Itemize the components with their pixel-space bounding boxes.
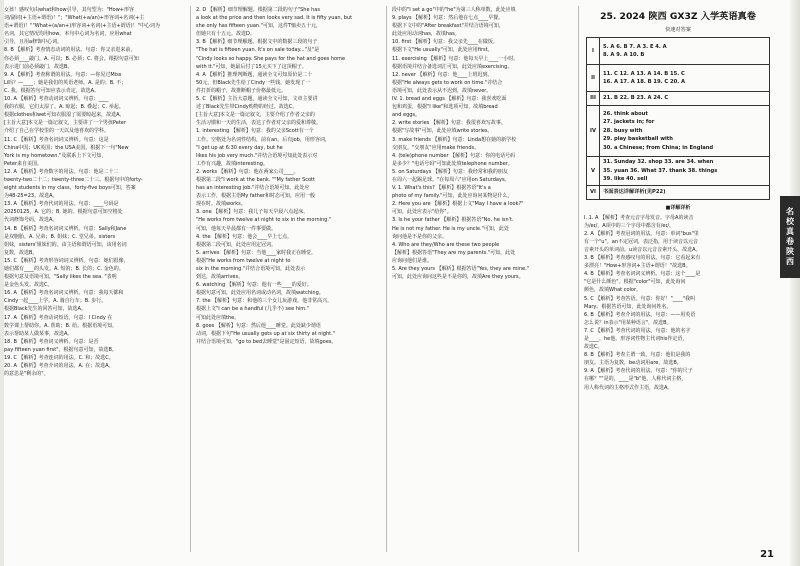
text-line: 根据第二段"I work at the bank. ""My father Scott (196, 176, 315, 183)
text-line: 到达，故填arrives。 (196, 274, 244, 281)
text-line: 7. C 【解析】考查代词的用法。句意：他的名字 (584, 327, 691, 334)
text-line: Cindy一起____上学。A. 骑自行车；B. 步行。 (4, 298, 107, 305)
column-2 (196, 6, 382, 554)
exam-title: 25. 2024 陕西 GX3Z 入学英语真卷 (600, 11, 756, 22)
answer-key-row (587, 106, 769, 157)
text-line: 3. one 【解析】句意：我儿子每天早晨六点起床， (196, 209, 309, 216)
section-answers (600, 109, 716, 154)
text-line: 3. Is he your father 【解析】根据答语"No, he isn't. (392, 217, 514, 224)
text-line: 6. watching 【解析】句意：他有一些____的爱好。 (196, 282, 312, 289)
text-line: 可知，他每天早晨都有一件事要做。 (196, 225, 277, 232)
text-line: 可知，此处应询问这些是不是你的，故填Are they yours。 (392, 274, 524, 281)
text-line: 述了Black先生带Cindy购物的经过。故选C。 (196, 104, 298, 111)
answer-line: 27. jackets in; for (603, 119, 655, 126)
text-line: 在哪？""是的，____是"b"他，人称代词主格， (584, 376, 687, 383)
text-line: 12. A 【解析】考查数字的用法。句意：他是二十二 (4, 168, 119, 175)
text-line: 14. B 【解析】考查名词词义辨析。句意：Sally和Jane (4, 225, 127, 232)
text-line: has an interesting job."并结合语境可知，此处应 (196, 185, 310, 192)
text-line: 3. make friends 【解析】句意：Linda想在她的新学校 (392, 136, 517, 143)
answer-line: 8. A 9. A 10. B (603, 52, 645, 58)
section-answers (600, 93, 671, 104)
text-line: 4. B 【解析】考查名词词义辨析。句意：这个____是 (584, 271, 701, 278)
detail-header: ■详解详析 (665, 204, 691, 211)
column-4 (584, 6, 772, 554)
text-line: 姐妹，sisters'姐妹们的。由主语和谓语可知，该用名词 (4, 241, 127, 248)
text-line: 4. (tele)phone number 【解析】句意：你的电话号码 (392, 152, 516, 159)
text-line: 音素开头的单词前。u读音以元音音素开头，故选A。 (584, 246, 701, 253)
text-line: 3. B 【解析】细节理解题。根据文中的数据三段的句子 (196, 39, 318, 46)
answer-key-row (587, 92, 769, 106)
side-tab (780, 196, 800, 278)
answer-line: 书面表达详解详析(见P22) (603, 188, 666, 195)
text-line: 颜色，故填What color。 (584, 287, 642, 294)
text-line: 复数，故选B。 (4, 249, 38, 256)
text-line: "He works from twelve at night to six in the morning." (196, 217, 332, 224)
text-line: V. 1. What's this? 【解析】根据答语"It's a (392, 185, 491, 192)
text-line: 4. Who are they/Who are these two people (392, 241, 500, 248)
text-line: and eggs。 (392, 112, 421, 119)
text-line: 根据"写故事"可知，此处应填write stories。 (392, 128, 493, 135)
text-line: six in the morning."并结合语境可知，此处表示 (196, 266, 306, 272)
text-line: Mary。根据答语可知，此处询问姓名。 (584, 303, 672, 310)
section-numeral: VI (587, 186, 600, 199)
text-line: 2. D 【解析】细节理解题。根据第二段的句子"She has (196, 7, 320, 13)
section-numeral: IV (587, 106, 600, 156)
text-line: 名词，其它情况均用how。本句中心词为名词，应用what (4, 31, 132, 38)
text-line: 10. A 【解析】考查动词词义辨析。句意：____ (4, 96, 109, 103)
text-line: 询问他是不是你的父亲。 (392, 233, 448, 240)
text-line: 9. plays 【解析】句意：然后他在七点____早餐。 (392, 15, 504, 22)
section-numeral: V (587, 157, 600, 185)
text-line: 现在时。故填works。 (196, 201, 246, 208)
section-answers (600, 187, 668, 198)
text-line: 15. C 【解析】考查形容词词义辨析。句意：她们很像， (4, 257, 129, 264)
text-line: 交朋友。"交朋友"应用make friends。 (392, 144, 480, 151)
text-line: 根据"He works from twelve at night to (196, 257, 291, 264)
answer-line: 5. A 6. B 7. A 3. E 4. A (603, 43, 667, 50)
text-line: 16. A 【解析】考查名词词义辨析。句意：我每天都和 (4, 290, 124, 297)
text-line: "它是什么颜色"。根据"color"可知，此处询问 (584, 279, 686, 286)
text-line: 【解析】根据答语"They are my parents."可知，此处 (392, 249, 516, 256)
text-line: 根据上文"I can be a handful (几乎不) see him." (196, 306, 310, 313)
answer-key-row (587, 65, 769, 92)
section-answers (600, 157, 720, 185)
text-line: 是多少？"电话号码"可知此处填telephone number。 (392, 160, 513, 167)
text-line: 5. Are they yours 【解析】根据答语"Yes, they are mine." (392, 266, 529, 272)
text-line: 生活习惯和一天的生活，表达了作者对父亲的爱和尊敬。 (196, 120, 322, 127)
text-line: Peter来自美国。 (4, 160, 43, 167)
text-line: 4. A 【解析】推理判断题。通读全文可知原价是二十 (196, 71, 313, 78)
text-line: Li吗？—____；她是我们的英语老师。A. 是的；B. 不； (4, 79, 127, 86)
text-line: 包和鸡蛋，根据"I like"和选项可知，故填bread (392, 104, 498, 111)
text-line: 根据下文中的"After breakfast"并结合语境可知， (392, 23, 504, 30)
column-3 (392, 6, 574, 554)
text-line: York is my hometown."及联系上下文可知， (4, 152, 107, 159)
answer-key-row (587, 186, 769, 199)
section-answers (600, 42, 670, 61)
text-line: 数学课上帮助你。A. 帮助；B. 给。根据语境可知， (4, 322, 118, 329)
text-line: 为/eɪ/，A项中的三个字母中都含有/eɪ/。 (584, 222, 675, 229)
text-line: C. 我。根据答句可知应表示肯定，故选A。 (4, 87, 100, 94)
text-line: 9. A 【解析】考查称谓的用法。句意：—你见过Miss (4, 71, 122, 78)
text-line: with it."可知，她最后付了15元买下了这顶帽子。 (196, 63, 307, 70)
text-line: 8. B 【解析】考查情态动词的用法。句意：你父亲进来前， (4, 47, 136, 54)
section-answers (600, 69, 688, 88)
text-line: 7. the 【解析】句意：和他的三个女儿玩游戏，他非常高兴。 (196, 298, 333, 305)
text-line: 是双胞胎。A. 兄弟；B. 姐妹；C. 堂兄弟。sisters (4, 233, 116, 240)
text-line: "Cindy looks so happy. She pays for the hat and goes home (196, 55, 346, 62)
text-line: photo of my family."可知，此处应询问某物是什么。 (392, 193, 513, 200)
text-line: she only has fifteen yuan."可知，这件T恤卖五十元， (196, 23, 322, 30)
text-line: 根据下文"He usually"可知，此处应用first。 (392, 47, 493, 54)
text-line: 但她只有十五元。故选D。 (196, 31, 255, 38)
text-line: 语境可知，此处表示从不迟到，故填never。 (392, 87, 492, 94)
text-line: 动词，根据下句"He usually gets up at six thirty at night." (196, 330, 335, 337)
answer-line: 21. B 22. B 23. A 24. C (603, 95, 669, 102)
text-line: 2. write stories 【解析】句意：我很喜欢写故事。 (392, 120, 506, 127)
text-line: 你必须____敲门。A. 可以；B. 必须；C. 将会。根据句意可知 (4, 55, 139, 62)
answer-line: 16. A 17. A 18. B 19. C 20. A (603, 79, 686, 85)
text-line: China中国；UK英国；the USA美国。根据下一句"New (4, 144, 129, 151)
column-divider (386, 6, 387, 552)
text-line: 19. C 【解析】考查连词的用法。C. 和；故选C。 (4, 355, 114, 362)
text-line: 我的衣服，它们太湿了。A. 晾起；B. 叠起；C. 举起。 (4, 104, 124, 111)
text-line: 5. arrives 【解析】句意：当他____家时我正在睡觉， (196, 249, 317, 256)
text-line: 50元，但Black先生给了Cindy一些钱，她发现了一 (196, 79, 311, 86)
text-line: pay fifteen yuan first"，根据句意可知，故选B。 (4, 346, 117, 353)
text-line: 可知，此处应表示"给你"。 (392, 209, 452, 216)
column-divider (578, 6, 579, 552)
text-line: 11. C 【解析】考查名词词义辨析。句意：这是 (4, 136, 109, 143)
side-tab-char: 西 (786, 257, 794, 266)
answer-key-row (587, 157, 769, 186)
text-line: 为48-25=23。故选A。 (4, 193, 58, 200)
text-line: 代词修饰号码，故选A。 (4, 217, 58, 224)
text-line: 根据第二段可知，此处应用定冠词。 (196, 241, 277, 248)
text-line: 根据clothes和wet可知衣服湿了需要晾起来，故选A。 (4, 112, 125, 119)
text-line: 8. goes 【解析】句意：然后他____睡觉。此处缺少谓语 (196, 322, 321, 329)
text-line: 5. C 【解析】主旨大意题。通读全文可知，文章主要讲 (196, 96, 318, 103)
text-line: 此处应用动词has，故填has。 (392, 31, 460, 38)
page-fold-edge (790, 0, 800, 566)
text-line: 女孩！感叹句由what和how引导，其句型为："How+形容 (4, 7, 134, 13)
text-line: 她们都有____的头发。A. 短的；B. 长的；C. 金色的。 (4, 266, 124, 272)
text-line: I. 1. A 【解析】考查元音字母发音。字母A的读音 (584, 214, 694, 221)
section-numeral: I (587, 38, 600, 64)
text-line: 1. interesting 【解析】句意：我的父亲Scott有一个 (196, 128, 314, 135)
side-tab-char: 名 (786, 207, 794, 216)
text-line: 是金色头发。故选C。 (4, 282, 53, 289)
text-line: 并结合语境可知，"go to bed去睡觉"是固定短语，故填goes。 (196, 338, 337, 345)
side-tab-char: 真 (786, 227, 794, 236)
text-line: 段中的"I set a go"中的"he"为第三人称单数，此处应填 (392, 7, 516, 13)
text-line: 6. B 【解析】考查介词的用法。句意：——用英语 (584, 311, 696, 318)
text-line: 的意思是"剩余的"。 (4, 371, 49, 378)
text-line: 表示进门前必须敲门，故选B。 (4, 63, 73, 70)
text-line: likes his job very much."并结合语境可知此处表示对 (196, 152, 318, 159)
text-line: 根据句意可知，此处应用名词或动名词，故填watching。 (196, 290, 324, 297)
text-line: He is not my father. He is my uncle."可知，此处 (392, 225, 509, 232)
text-line: 2. works 【解析】句意：他在两家公司____。 (196, 168, 299, 175)
text-line: 表示工作，根据主语My father和时态可知，应用一般 (196, 193, 315, 200)
text-line: "I get up at 6:30 every day, but he (196, 144, 283, 151)
answer-line: 29. play basketball with (603, 136, 673, 143)
text-line: 有一个"u"。an不定冠词，表泛指，用于读音以元音 (584, 238, 699, 245)
text-line: 根据句意及语境可知，"Sally likes the sea. "表明 (4, 274, 117, 281)
text-line: 5. on Saturdays 【解析】句意：我经常和我的朋友 (392, 168, 508, 175)
text-line: a look at the price and then looks very sad. It is fifty yuan, but (196, 15, 353, 22)
text-line: 在周六一起踢足球。"在每周六"应用on Saturdays。 (392, 176, 510, 183)
text-line: 应询问他们是谁。 (392, 257, 433, 264)
answer-line: 28. busy with (603, 127, 643, 134)
text-line: 介绍了自己在学校里的一天以及他喜欢的学科。 (4, 128, 110, 135)
answer-line: 35. yuan 36. What 37. thank 38. things (603, 167, 718, 174)
text-line: 多漂亮！"How+形容词+主语+谓语！"故选B。 (584, 263, 691, 270)
answer-line: 11. C 12. A 13. A 14. B 15. C (603, 70, 685, 77)
text-line: 引导，且用a修饰中心词。 (4, 39, 63, 46)
text-line: 语+谓语)！""What+(a/an+)形容词+名词(+主语+谓语)！"中心词为 (4, 23, 160, 30)
text-line: twenty-two二十二；twenty-three二十三。根据句中的forty- (4, 176, 143, 183)
text-line: [主旨大意]本文是一篇记叙文，主要介绍了作者父亲的 (196, 112, 315, 119)
answer-line: 31. Sunday 32. shop 33. are 34. when (603, 159, 714, 165)
text-line: [主旨大意]本文是一篇记叙文，主要讲了一个男孩Peter (4, 120, 126, 127)
answer-line: 39. like 40. sell (603, 176, 648, 182)
text-line: 8. B 【解析】考查主谓一致。句意：他们是我的 (584, 352, 691, 359)
text-line: 件打折的帽子，故推断帽子价格最低元。 (196, 87, 287, 94)
quick-answers-label: 快速对答案 (665, 27, 691, 33)
text-line: 4. the 【解析】句意：他会____早上七点。 (196, 233, 293, 240)
text-line: 20250125。A. 它的；B. 她的。根据句意可知空格处 (4, 209, 123, 216)
text-line: 工作有兴趣，故填interesting。 (196, 160, 268, 167)
text-line: eight students in my class、forty-five boys可知，答案 (4, 185, 136, 192)
text-line: 13. A 【解析】考查代词的用法。句意：____号码是 (4, 201, 119, 208)
answer-line: 26. think about (603, 110, 648, 117)
text-line: 20. A 【解析】考查介词的用法。A. 在；故选A。 (4, 363, 114, 370)
column-1 (4, 6, 186, 554)
answer-line: 30. a Chinese; from China; in England (603, 144, 714, 151)
answer-key-row (587, 38, 769, 65)
text-line: 朋友。主语为复数，be动词用are，故选B。 (584, 360, 682, 367)
text-line: 根据"He always gets to work on time."并结合 (392, 79, 503, 86)
text-line: 用人称代词的主格形式作主语，故选A。 (584, 384, 673, 391)
text-line: "The hat is fifteen yuan. It's on sale today..."及"是 (196, 47, 320, 54)
text-line: 3. B 【解析】考查感叹句的用法。句意：它看起来有 (584, 255, 701, 262)
text-line: 根据语境并结合备选词汇可知，此处应填exercising。 (392, 63, 513, 70)
side-tab-char: 陕 (786, 247, 794, 256)
text-line: 9. A 【解析】考查代词的用法。句意："你的尺子 (584, 368, 693, 375)
column-divider (190, 6, 191, 552)
section-numeral: III (587, 92, 600, 105)
side-tab-char: 校 (786, 217, 794, 226)
text-line: 是____。he他，形容词性物主代词his作定语， (584, 336, 688, 342)
answer-key-table (586, 37, 770, 200)
text-line: 表示帮助某人做某事，故选A。 (4, 330, 73, 337)
text-line: 12. never 【解析】句意：他____上班迟到。 (392, 71, 493, 78)
side-tab-char: 卷 (786, 237, 794, 246)
text-line: 17. A 【解析】考查动词短语。句意：I Cindy 在 (4, 314, 113, 321)
text-line: 2. A 【解析】考查冠词的用法。句意：单词"bus"里 (584, 230, 699, 237)
text-line: 故选C。 (584, 344, 603, 351)
text-line: 根据Black先生的回答可知，故选A。 (4, 306, 86, 313)
text-line: 工作。空格处为名词性结构，前有an，后有job，用形容词， (196, 136, 330, 143)
text-line: 怎么说？in表示"用某种语言"，故选B。 (584, 319, 672, 326)
text-line: 5. C 【解析】考查答语。句意：你好！"____"我叫 (584, 295, 696, 302)
section-numeral: II (587, 65, 600, 91)
text-line: 可知此处应填the。 (196, 314, 240, 321)
text-line: 词/副词(+主语+谓语)！"；"What(+a/an)+形容词+名词(+主 (4, 15, 145, 22)
text-line: 2. Here you are 【解析】根据上文"May I have a look?" (392, 201, 524, 208)
page-number: 21 (760, 549, 774, 560)
text-line: 18. B 【解析】考查词义辨析。句意：是否 (4, 338, 99, 345)
text-line: IV. 1. bread and eggs 【解析】句意：我喜欢吃面 (392, 96, 507, 103)
text-line: 11. exercising 【解析】句意：他每天早上____一小时。 (392, 55, 519, 62)
text-line: 10. first 【解析】句意：我父亲先____在做饭。 (392, 39, 498, 46)
